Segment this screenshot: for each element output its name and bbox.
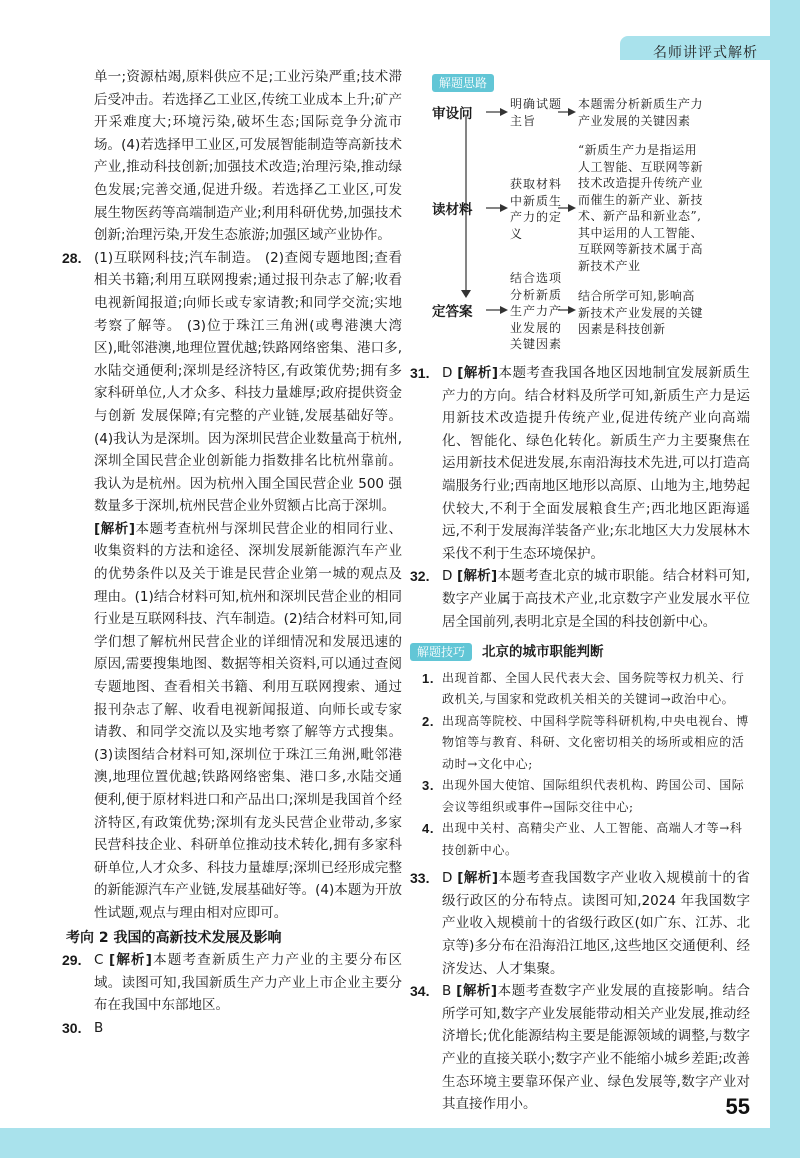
flow-mid-line: 明确试题 <box>510 97 563 111</box>
analysis-tag: [解析] <box>457 870 499 887</box>
flow-right-line: 结合所学可知,影响高 <box>578 289 695 303</box>
question-28-analysis-text: 本题考查杭州与深圳民营企业的相同行业、收集资料的方法和途径、深圳发展新能源汽车产业的优势条件以及关于谁是民营企业第一城的观点及理由。(1)结合材料可知,杭州和深圳民营企业的相同行业是互联网科技、汽车制造。(2)结合材料可知,同学们想了解杭州民营企业的详细情况和发展迅速的原因,需要搜集地图、数据等相关资料,可以通过查阅专题地图、查看相关书籍、利用互联网搜索、通过报刊杂志了解、收看电视新闻报道、向师长或专家请教、和同学交流以及实地考察了解等方式搜集。(3)读图结合材料可知,深圳位于珠江三角洲,毗邻港澳,地理位置优越;铁路网络密集、港口多,水陆交通便利,便于原材料进口和产品出口;深圳是我国首个经济特区,有政策优势;深圳有龙头民营企业带动,多家民营科技企业、科研单位推动技术转化,拥有多家科研单位,人才众多、科技力量雄厚;深圳已经形成完整的新能源汽车产业链,发展基础好等。(4)本题为开放性试题,观点与理由相对应即可。 <box>94 520 402 921</box>
question-29 <box>62 949 402 1017</box>
flow-mid-line: 关键因素 <box>510 337 563 351</box>
header-title: 名师讲评式解析 <box>653 45 758 61</box>
solving-tips-box <box>410 641 750 861</box>
flow-mid-line: 生产力产 <box>510 304 563 318</box>
tip-number: 1. <box>422 670 435 686</box>
tip-text: 出现高等院校、中国科学院等科研机构,中央电视台、博物馆等与教育、科研、文化密切相关的场所或相应的活动时→文化中心; <box>442 713 749 771</box>
analysis-tag: [解析] <box>456 983 498 1000</box>
analysis-tag: [解析] <box>108 952 152 969</box>
tips-header <box>410 641 750 664</box>
flow-mid-step3 <box>510 270 562 353</box>
flow-right-step2 <box>578 142 703 274</box>
right-edge-band <box>770 0 800 1158</box>
flow-right-line: 术、新产品和新业态”, <box>578 209 702 223</box>
flow-label-step2: 读材料 <box>432 202 473 218</box>
flow-mid-line: 业发展的 <box>510 320 563 335</box>
flow-mid-line: 产力的定 <box>510 210 563 224</box>
question-31-answer: D <box>442 365 453 381</box>
analysis-tag: [解析] <box>457 568 498 585</box>
question-34-answer: B <box>442 983 452 1000</box>
flow-mid-line: 义 <box>510 226 524 241</box>
tip-number: 4. <box>422 821 435 837</box>
flow-right-line: 而催生的新产业、新技 <box>578 192 704 207</box>
tip-number: 3. <box>422 778 435 794</box>
question-30-answer: B <box>94 1019 104 1036</box>
flow-right-line: 其中运用的人工智能、 <box>578 225 704 240</box>
right-column <box>410 66 750 1116</box>
flow-right-step3 <box>578 288 703 338</box>
flow-mid-step2 <box>510 176 562 242</box>
tip-text: 出现中关村、高精尖产业、人工智能、高端人才等→科技创新中心。 <box>442 821 743 857</box>
flow-right-step1 <box>578 96 703 129</box>
flow-right-line: 本题需分析新质生产力 <box>578 97 704 111</box>
tip-text: 出现首都、全国人民代表大会、国务院等权力机关、行政机关,与国家和党政机关相关的关键词→政治中心。 <box>442 670 745 707</box>
flow-mid-line: 分析新质 <box>510 287 563 302</box>
analysis-tag: [解析] <box>457 365 499 381</box>
flow-mid-line: 获取材料 <box>510 177 563 191</box>
solution-flowchart <box>410 66 750 356</box>
tip-item <box>410 668 750 711</box>
question-34-analysis: 本题考查数字产业发展的直接影响。结合所学可知,数字产业发展能带动相关产业发展,推动经济增长;优化能源结构主要是能源领域的调整,与数字产业的直接关联小;数字产业不能缩小城乡差距;改善生态环境主要靠环保产业、绿色发展等,数字产业对其直接作用小。 <box>442 983 751 1113</box>
flow-right-line: 产业发展的关键因素 <box>578 113 691 128</box>
question-28 <box>62 247 402 518</box>
intro-paragraph: 单一;资源枯竭,原料供应不足;工业污染严重;技术滞后受冲击。若选择乙工业区,传统工业成本上升;矿产开采难度大;环境污染,破坏生态;国际竞争分流市场。(4)若选择甲工业区,可发展智能制造等高新技术产业,推动科技创新;加强技术改造;治理污染,推动绿色发展;完善交通,促进升级。若选择乙工业区,可发展生物医药等高端制造产业;利用科研优势,加强技术创新;治理污染,开发生态旅游;加强区域产业协作。 <box>94 69 402 244</box>
question-32-analysis: 本题考查北京的城市职能。结合材料可知,数字产业属于高技术产业,北京数字产业发展水平位居全国前列,表明北京是全国的科技创新中心。 <box>442 568 751 630</box>
tips-title: 北京的城市职能判断 <box>482 644 604 661</box>
question-31-analysis: 本题考查我国各地区因地制宜发展新质生产力的方向。结合材料及所学可知,新质生产力是运用新技术改造提升传统产业,促进传统产业向高端化、智能化、绿色化转化。新质生产力主要聚焦在运用新技术促进发展,东南沿海技术先进,可以打造高端服务行业;西南地区地形以高原、山地为主,地势起伏较大,不利于全面发展粮食生产;西北地区距海遥远,不利于发展海洋装备产业;东北地区大力发展林木采伐不利于生态环境保护。 <box>442 365 751 562</box>
bottom-edge-band <box>0 1128 800 1158</box>
question-number: 29. <box>62 952 82 969</box>
left-column <box>62 66 402 1040</box>
flow-right-line: 因素是科技创新 <box>578 322 666 336</box>
tip-item <box>410 818 750 861</box>
tip-item <box>410 775 750 818</box>
question-33-analysis: 本题考查我国数字产业收入规模前十的省级行政区的分布特点。读图可知,2024 年我国数字产业收入规模前十的省级行政区(如广东、江苏、北京等)多分布在沿海沿江地区,这些地区交通便利、经济发达、人才集聚。 <box>442 870 751 977</box>
question-28-analysis <box>62 518 402 925</box>
tip-number: 2. <box>422 713 435 729</box>
question-32 <box>410 565 750 633</box>
flow-arrow-down <box>461 290 471 298</box>
question-33-answer: D <box>442 870 453 887</box>
question-number: 34. <box>410 983 430 1000</box>
flow-right-line: 互联网等新技术属于高 <box>578 242 704 256</box>
question-number: 30. <box>62 1019 82 1036</box>
flow-mid-step1 <box>510 96 562 129</box>
question-number: 31. <box>410 365 430 381</box>
flow-mid-line: 中新质生 <box>510 193 563 208</box>
question-32-answer: D <box>442 568 453 585</box>
question-30 <box>62 1017 402 1040</box>
flow-right-line: 新技术产业 <box>578 258 641 273</box>
section-heading: 考向 2 我国的高新技术发展及影响 <box>66 929 282 946</box>
tip-item <box>410 711 750 776</box>
question-29-answer: C <box>94 952 104 969</box>
flow-mid-line: 结合选项 <box>510 271 563 285</box>
question-33 <box>410 867 750 980</box>
analysis-tag: [解析] <box>94 520 135 537</box>
question-29-analysis: 本题考查新质生产力产业的主要分布区域。读图可知,我国新质生产力产业上市企业主要分布在我国中东部地区。 <box>94 952 403 1014</box>
flow-right-line: 新技术产业发展的关键 <box>578 305 704 320</box>
question-31 <box>410 362 750 565</box>
flowchart-badge: 解题思路 <box>432 74 494 92</box>
tip-text: 出现外国大使馆、国际组织代表机构、跨国公司、国际会议等组织或事件→国际交往中心; <box>442 778 745 814</box>
flow-label-step3: 定答案 <box>432 304 473 320</box>
question-28-answer: (1)互联网科技;汽车制造。 (2)查阅专题地图;查看相关书籍;利用互联网搜索;通过报刊杂志了解;收看电视新闻报道;向师长或专家请教;和同学交流;实地考察了解等。 (3)位于珠江三角洲(或粤港澳大湾区),毗邻港澳,地理位置优越;铁路网络密集、港口多,水陆交通便利;深圳是经济特区,有政策优势;拥有多家科研单位,人才众多、科技力量雄厚;政府提供资金与创新 发展保障;有完整的产业链,发展基础好等。 (4)我认为是深圳。因为深圳民营企业数量高于杭州,深圳全国民营企业创新能力指数排名比杭州靠前。 我认为是杭州。因为杭州入围全国民营企业 500 强数量多于深圳,杭州民营企业外贸额占比高于深圳。 <box>94 249 402 515</box>
flow-right-line: 人工智能、互联网等新 <box>578 159 704 174</box>
question-number: 33. <box>410 870 430 887</box>
flow-right-line: “新质生产力是指运用 <box>578 143 698 157</box>
flow-right-line: 技术改造提升传统产业 <box>578 176 704 190</box>
page-number: 55 <box>725 1094 750 1119</box>
flow-mid-line: 主旨 <box>510 113 537 128</box>
question-number: 28. <box>62 249 82 266</box>
flow-label-step1: 审设问 <box>432 106 473 122</box>
tips-badge: 解题技巧 <box>410 643 472 661</box>
question-number: 32. <box>410 568 430 585</box>
